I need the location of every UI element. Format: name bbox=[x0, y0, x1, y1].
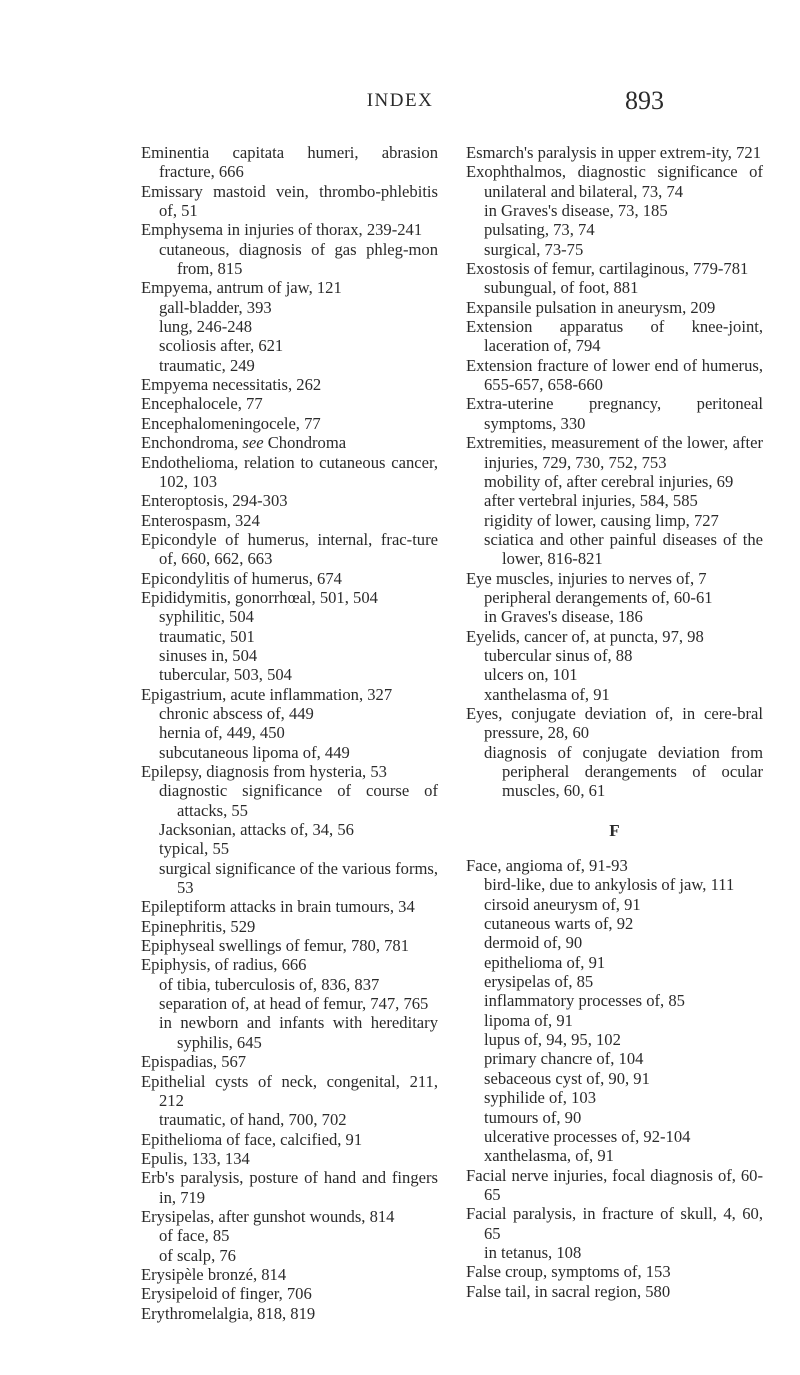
page-number: 893 bbox=[625, 86, 664, 115]
index-entry: Extra-uterine pregnancy, peritoneal symptoms, 330 bbox=[466, 394, 763, 433]
index-entry: Face, angioma of, 91-93 bbox=[466, 856, 628, 876]
index-subentry: inflammatory processes of, 85 bbox=[484, 991, 685, 1011]
index-entry: Erythromelalgia, 818, 819 bbox=[141, 1303, 316, 1323]
index-subentry: gall-bladder, 393 bbox=[159, 297, 272, 317]
index-entry: Epicondyle of humerus, internal, frac-ture of, 660, 662, 663 bbox=[141, 529, 438, 569]
index-entry: Empyema necessitatis, 262 bbox=[141, 375, 322, 395]
index-subentry: bird-like, due to ankylosis of jaw, 111 bbox=[484, 875, 735, 895]
index-subentry: syphilitic, 504 bbox=[159, 607, 254, 627]
index-subentry: in newborn and infants with hereditary syphilis, 645 bbox=[159, 1013, 438, 1052]
index-entry: Epithelioma of face, calcified, 91 bbox=[141, 1129, 363, 1149]
see-reference: see bbox=[242, 433, 264, 453]
index-entry: Enteroptosis, 294-303 bbox=[141, 491, 288, 511]
index-entry: Extension fracture of lower end of humerus, 655-657, 658-660 bbox=[466, 355, 763, 395]
index-subentry: diagnosis of conjugate deviation from peripheral derangements of ocular muscles, 60, 61 bbox=[484, 742, 763, 801]
index-entry: Epulis, 133, 134 bbox=[141, 1148, 250, 1168]
index-subentry: surgical, 73-75 bbox=[484, 239, 584, 259]
index-subentry: xanthelasma of, 91 bbox=[484, 684, 610, 704]
index-subentry: of face, 85 bbox=[159, 1226, 230, 1246]
index-entry: Endothelioma, relation to cutaneous cancer, 102, 103 bbox=[141, 452, 438, 491]
index-subentry: tubercular sinus of, 88 bbox=[484, 645, 633, 665]
index-entry: Enterospasm, 324 bbox=[141, 510, 260, 530]
index-entry: Emphysema in injuries of thorax, 239-241 bbox=[141, 220, 423, 240]
index-subentry: lupus of, 94, 95, 102 bbox=[484, 1030, 621, 1050]
index-entry: Facial nerve injuries, focal diagnosis of, 60-65 bbox=[466, 1165, 763, 1204]
index-entry: Exostosis of femur, cartilaginous, 779-781 bbox=[466, 259, 749, 279]
index-entry: Erb's paralysis, posture of hand and fingers in, 719 bbox=[141, 1168, 438, 1207]
index-subentry: sebaceous cyst of, 90, 91 bbox=[484, 1068, 650, 1088]
index-entry: Epiphysis, of radius, 666 bbox=[141, 955, 307, 975]
index-subentry: in Graves's disease, 186 bbox=[484, 607, 643, 627]
section-letter: F bbox=[609, 820, 620, 840]
index-subentry: scoliosis after, 621 bbox=[159, 336, 284, 356]
index-subentry: after vertebral injuries, 584, 585 bbox=[484, 491, 698, 511]
index-entry: Epicondylitis of humerus, 674 bbox=[141, 568, 342, 588]
entry-text: Chondroma bbox=[263, 433, 347, 453]
index-subentry: traumatic, 249 bbox=[159, 355, 255, 375]
index-subentry: lung, 246-248 bbox=[159, 317, 253, 337]
index-entry: Eye muscles, injuries to nerves of, 7 bbox=[466, 568, 707, 588]
index-entry: Esmarch's paralysis in upper extrem-ity, 721 bbox=[466, 143, 761, 162]
index-subentry: in Graves's disease, 73, 185 bbox=[484, 201, 668, 221]
index-entry: Epididymitis, gonorrhœal, 501, 504 bbox=[141, 587, 378, 607]
index-entry: Extremities, measurement of the lower, after injuries, 729, 730, 752, 753 bbox=[466, 433, 763, 472]
entry-text: Enchondroma, bbox=[141, 433, 243, 453]
index-entry: Epileptiform attacks in brain tumours, 34 bbox=[141, 897, 415, 917]
index-entry bbox=[141, 433, 438, 452]
index-entry: Encephalomeningocele, 77 bbox=[141, 413, 321, 433]
index-subentry: sinuses in, 504 bbox=[159, 645, 258, 665]
index-entry: Facial paralysis, in fracture of skull, 4, 60, 65 bbox=[466, 1204, 763, 1243]
index-subentry: subcutaneous lipoma of, 449 bbox=[159, 742, 350, 762]
index-subentry: tumours of, 90 bbox=[484, 1107, 582, 1127]
running-head: INDEX bbox=[366, 90, 434, 111]
index-subentry: tubercular, 503, 504 bbox=[159, 665, 292, 685]
index-subentry: xanthelasma, of, 91 bbox=[484, 1146, 614, 1166]
index-subentry: peripheral derangements of, 60-61 bbox=[484, 587, 713, 607]
index-entry: Epilepsy, diagnosis from hysteria, 53 bbox=[141, 762, 387, 781]
index-column-left bbox=[141, 143, 438, 1323]
index-subentry: cutaneous, diagnosis of gas phleg-mon from, 815 bbox=[159, 239, 438, 279]
index-subentry: ulcers on, 101 bbox=[484, 665, 578, 685]
index-entry: False tail, in sacral region, 580 bbox=[466, 1281, 671, 1301]
index-subentry: mobility of, after cerebral injuries, 69 bbox=[484, 471, 734, 491]
index-entry: Exophthalmos, diagnostic significance of unilateral and bilateral, 73, 74 bbox=[466, 162, 763, 201]
index-subentry: surgical significance of the various forms, 53 bbox=[159, 858, 438, 898]
index-subentry: Jacksonian, attacks of, 34, 56 bbox=[159, 820, 354, 840]
index-subentry: lipoma of, 91 bbox=[484, 1010, 573, 1030]
index-entry: Erysipeloid of finger, 706 bbox=[141, 1284, 312, 1304]
index-entry: Eyelids, cancer of, at puncta, 97, 98 bbox=[466, 626, 704, 646]
index-subentry: epithelioma of, 91 bbox=[484, 952, 606, 972]
index-column-right bbox=[466, 143, 763, 1301]
index-subentry: dermoid of, 90 bbox=[484, 933, 583, 953]
index-subentry: typical, 55 bbox=[159, 839, 230, 859]
index-subentry: of tibia, tuberculosis of, 836, 837 bbox=[159, 974, 380, 994]
index-subentry: cutaneous warts of, 92 bbox=[484, 914, 634, 934]
index-entry: Epiphyseal swellings of femur, 780, 781 bbox=[141, 936, 410, 956]
index-entry: Encephalocele, 77 bbox=[141, 394, 263, 414]
index-entry: Erysipelas, after gunshot wounds, 814 bbox=[141, 1206, 395, 1226]
index-subentry: of scalp, 76 bbox=[159, 1245, 236, 1265]
index-subentry: rigidity of lower, causing limp, 727 bbox=[484, 510, 719, 530]
index-entry: Erysipèle bronzé, 814 bbox=[141, 1264, 287, 1284]
index-subentry: ulcerative processes of, 92-104 bbox=[484, 1126, 691, 1146]
index-subentry: cirsoid aneurysm of, 91 bbox=[484, 894, 641, 914]
page-header bbox=[0, 86, 800, 130]
index-subentry: subungual, of foot, 881 bbox=[484, 278, 639, 298]
index-entry: Expansile pulsation in aneurysm, 209 bbox=[466, 297, 716, 317]
index-entry: Eyes, conjugate deviation of, in cere-bral pressure, 28, 60 bbox=[466, 703, 763, 743]
index-entry: Epigastrium, acute inflammation, 327 bbox=[141, 684, 393, 704]
index-entry: False croup, symptoms of, 153 bbox=[466, 1262, 671, 1282]
index-subentry: separation of, at head of femur, 747, 765 bbox=[159, 994, 429, 1014]
index-subentry: diagnostic significance of course of attacks, 55 bbox=[159, 781, 438, 820]
index-subentry: chronic abscess of, 449 bbox=[159, 703, 314, 723]
index-entry: Eminentia capitata humeri, abrasion fracture, 666 bbox=[141, 143, 438, 182]
index-entry: Empyema, antrum of jaw, 121 bbox=[141, 278, 342, 298]
index-entry: Epithelial cysts of neck, congenital, 211, 212 bbox=[141, 1071, 438, 1110]
index-entry: Epinephritis, 529 bbox=[141, 916, 256, 936]
index-subentry: syphilide of, 103 bbox=[484, 1088, 596, 1108]
index-subentry: pulsating, 73, 74 bbox=[484, 220, 595, 240]
index-entry: Extension apparatus of knee-joint, laceration of, 794 bbox=[466, 317, 763, 356]
index-subentry: traumatic, 501 bbox=[159, 626, 255, 646]
index-subentry: in tetanus, 108 bbox=[484, 1242, 582, 1262]
index-subentry: hernia of, 449, 450 bbox=[159, 723, 285, 743]
index-subentry: sciatica and other painful diseases of the lower, 816-821 bbox=[484, 529, 763, 569]
index-subentry: traumatic, of hand, 700, 702 bbox=[159, 1110, 347, 1130]
index-subentry: erysipelas of, 85 bbox=[484, 972, 594, 992]
index-entry: Emissary mastoid vein, thrombo-phlebitis of, 51 bbox=[141, 181, 438, 221]
index-subentry: primary chancre of, 104 bbox=[484, 1049, 644, 1069]
index-entry: Epispadias, 567 bbox=[141, 1052, 247, 1072]
